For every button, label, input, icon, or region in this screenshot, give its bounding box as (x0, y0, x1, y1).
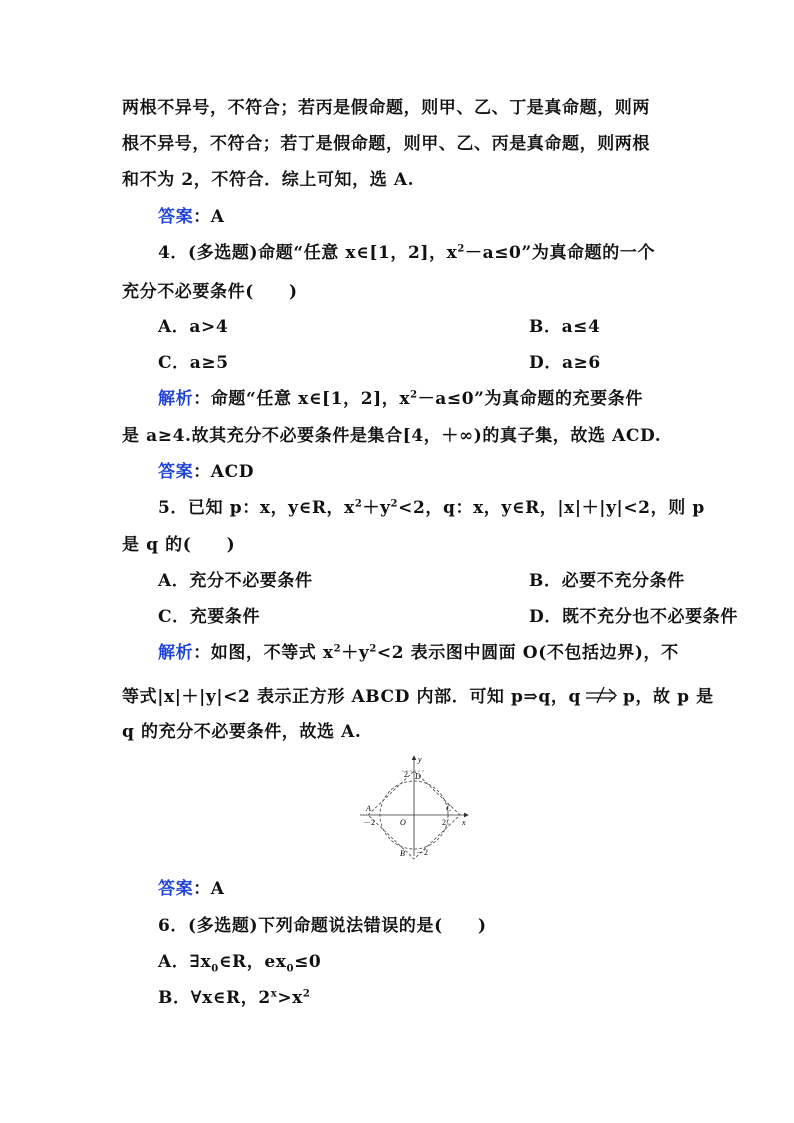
q4-option-c: C．a≥5 (158, 353, 229, 373)
q4-option-d: D．a≥6 (529, 353, 601, 373)
label-b: B (400, 849, 405, 858)
sol4-text-a: ：命题“任意 x∈[1，2]，x (193, 389, 411, 409)
q4-option-a: A．a>4 (158, 317, 229, 337)
q6a-text-a: A．∃x (158, 952, 212, 972)
q5-text-c: ＋y (362, 498, 391, 518)
q5-option-b: B．必要不充分条件 (529, 571, 685, 591)
sol5-sup-2: 2 (369, 643, 377, 655)
q5-option-c: C．充要条件 (158, 607, 261, 627)
q5-sup-1: 2 (354, 498, 363, 510)
solution-4-line-2: 是 a≥4.故其充分不必要条件是集合[4，＋∞)的真子集，故选 ACD. (122, 426, 662, 446)
q6-option-b (158, 988, 310, 1008)
question-5-line-2: 是 q 的( ) (122, 535, 236, 555)
question-6: 6．(多选题)下列命题说法错误的是( ) (158, 916, 487, 936)
q4-options-row-2 (158, 353, 601, 373)
q5-options-row-2 (158, 607, 738, 627)
q4-option-b: B．a≤4 (529, 317, 601, 337)
answer-label: 答案 (158, 879, 194, 899)
sol4-text-c: －a≤0”为真命题的充要条件 (417, 389, 643, 409)
solution-label: 解析 (158, 643, 194, 663)
label-a: A (366, 804, 371, 813)
sol5-text-c: ＋y (341, 643, 370, 663)
sol5-sup-1: 2 (333, 643, 342, 655)
text-line-2: 根不异号，不符合；若丁是假命题，则甲、乙、丙是真命题，则两根 (122, 134, 650, 154)
q6a-text-c: ∈R，ex (218, 952, 287, 972)
q6b-text-a: B．∀x∈R，2 (158, 988, 271, 1008)
tick-label-x-pos: 2 (442, 818, 446, 827)
q5-sup-2: 2 (390, 498, 399, 510)
text-line-3: 和不为 2，不符合．综上可知，选 A. (122, 170, 415, 190)
q4-sup: 2 (457, 243, 465, 255)
solution-5-line-2 (122, 686, 714, 707)
question-4-line-1 (158, 243, 655, 263)
q5-text-a: 5．已知 p：x，y∈R，x (158, 498, 355, 518)
question-5-line-1 (158, 498, 705, 518)
q6b-sup-2: 2 (302, 988, 311, 1000)
answer-5 (158, 879, 225, 899)
q5-option-a: A．充分不必要条件 (158, 571, 313, 591)
axis-label-y: y (418, 755, 422, 764)
q5-options-row-1 (158, 571, 685, 591)
q5-text-e: <2，q：x，y∈R，|x|＋|y|<2，则 p (398, 498, 705, 518)
q6a-text-e: ≤0 (294, 952, 322, 972)
sol5-text-g: p，故 p 是 (622, 687, 714, 707)
sol5-text-f: 等式|x|＋|y|<2 表示正方形 ABCD 内部．可知 p⇒q，q (122, 687, 581, 707)
text-line-1: 两根不异号，不符合；若丙是假命题，则甲、乙、丁是真命题，则两 (122, 98, 650, 118)
tick-label-y-pos: 2 (404, 770, 408, 779)
q6a-sub-1: 0 (211, 963, 219, 975)
q6b-text-c: >x (277, 988, 303, 1008)
sol5-text-e: <2 表示图中圆面 O(不包括边界)，不 (376, 643, 679, 663)
answer-value: ：ACD (193, 462, 255, 482)
tick-label-x-neg: －2 (363, 818, 375, 827)
tick-label-y-neg: －2 (416, 848, 428, 857)
answer-4 (158, 462, 254, 482)
sol5-text-a: ：如图，不等式 x (193, 643, 334, 663)
sol4-sup: 2 (410, 389, 418, 401)
label-origin: O (400, 818, 406, 827)
q4-text-a: 4．(多选题)命题“任意 x∈[1，2]，x (158, 243, 458, 263)
label-d: D (415, 772, 421, 781)
q6a-sub-2: 0 (286, 963, 295, 975)
q5-option-d: D．既不充分也不必要条件 (529, 607, 738, 627)
answer-3 (158, 207, 225, 227)
q4-text-c: －a≤0”为真命题的一个 (464, 243, 656, 263)
solution-4-line-1 (158, 389, 643, 409)
axis-label-x: x (462, 818, 466, 827)
answer-value: ：A (193, 207, 225, 227)
answer-label: 答案 (158, 462, 194, 482)
q6-option-a (158, 952, 322, 975)
circle-square-figure (356, 752, 474, 860)
not-implies-icon (585, 686, 619, 704)
solution-5-line-1 (158, 643, 679, 663)
answer-label: 答案 (158, 207, 194, 227)
q6b-sup-1: x (270, 988, 278, 1000)
question-4-line-2: 充分不必要条件( ) (122, 282, 298, 302)
answer-value: ：A (193, 879, 225, 899)
solution-5-line-3: q 的充分不必要条件，故选 A. (122, 722, 362, 742)
label-c: C (446, 804, 452, 813)
q4-options-row-1 (158, 317, 601, 337)
solution-label: 解析 (158, 389, 194, 409)
